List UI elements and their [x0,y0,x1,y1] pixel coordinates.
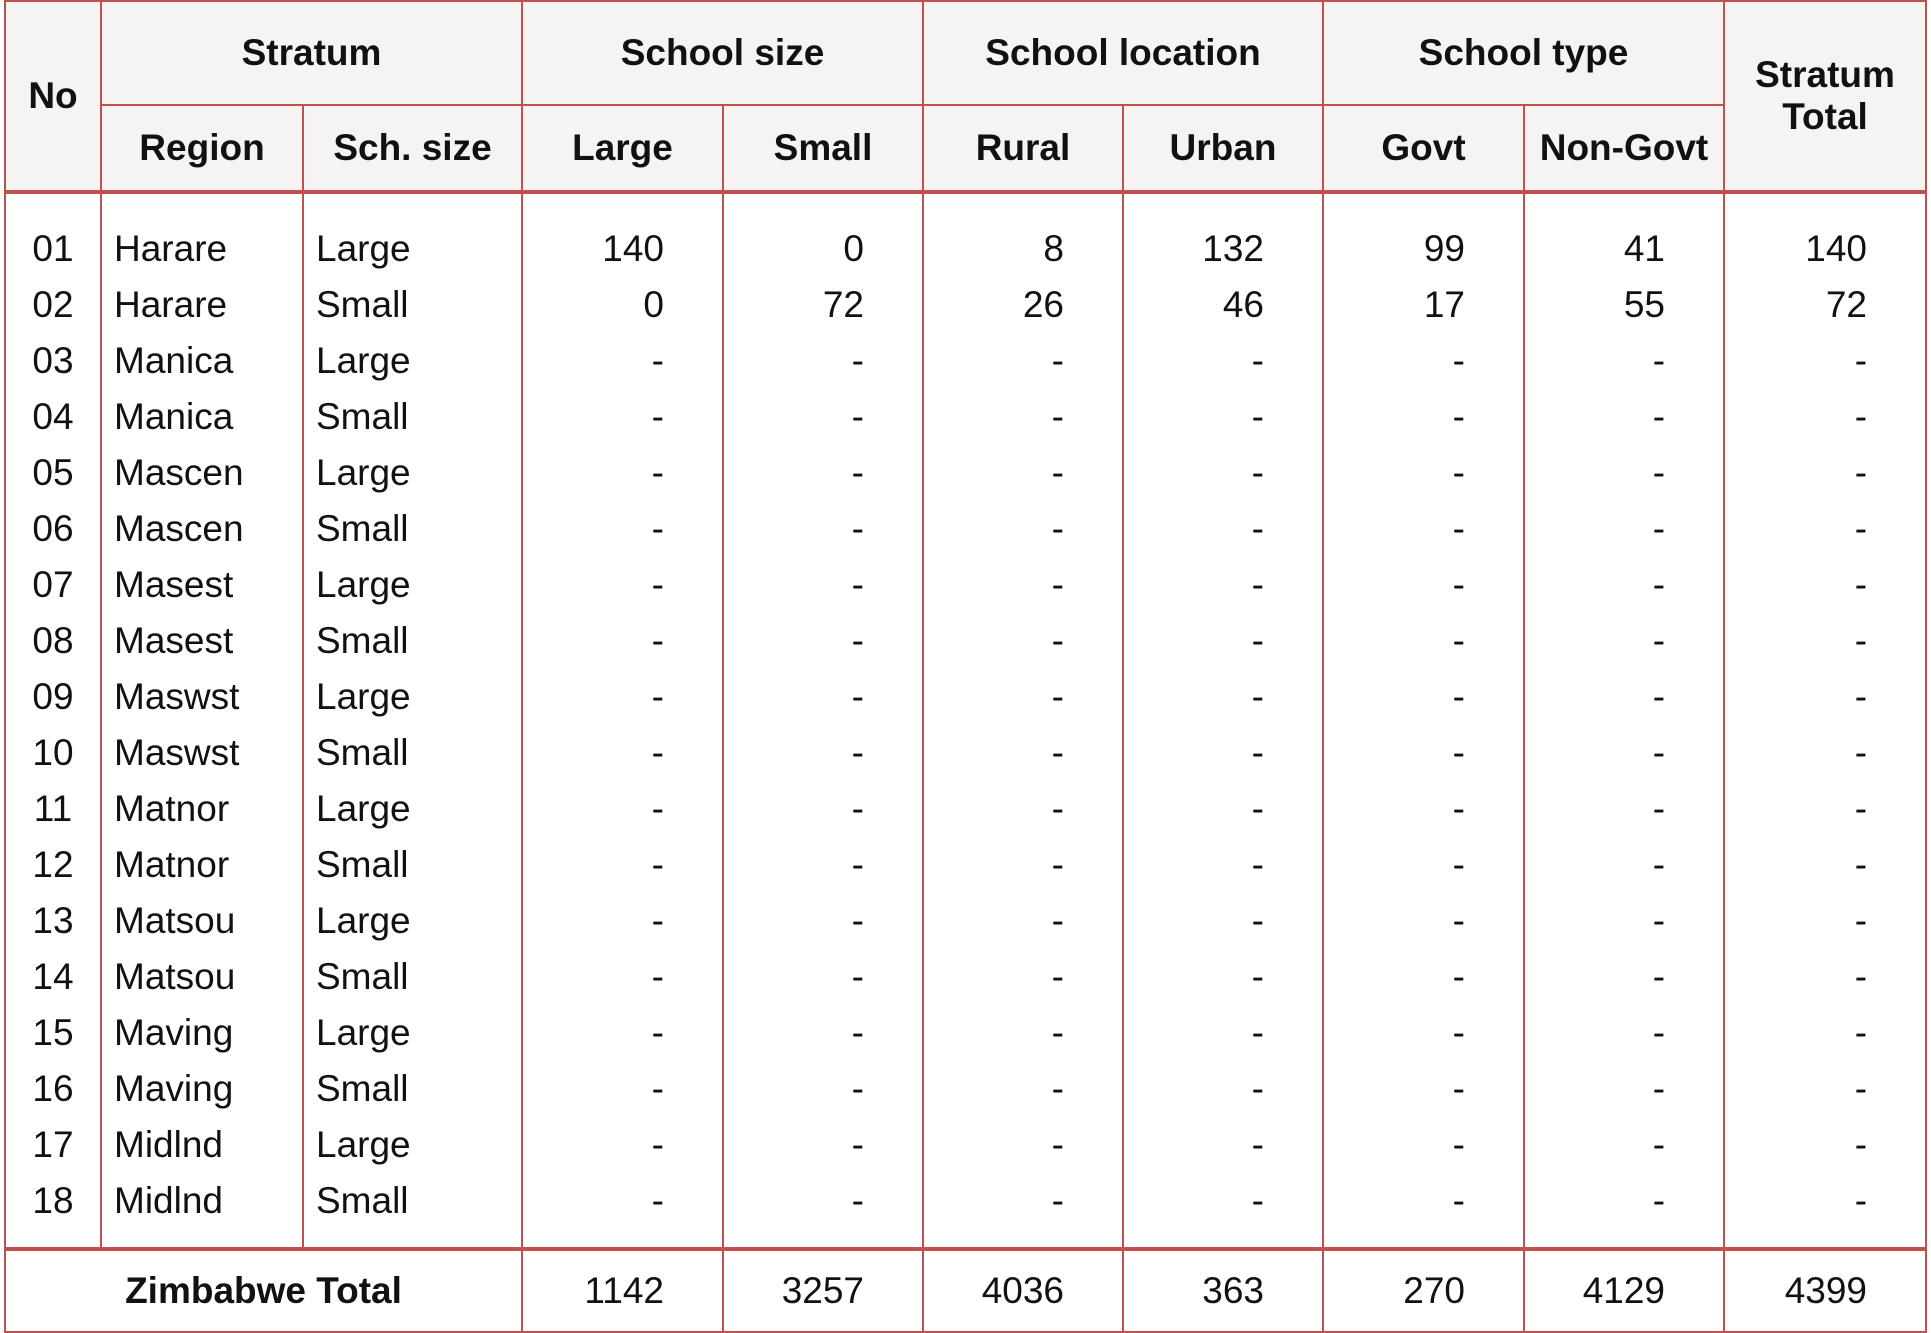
cell-rural: - [923,389,1123,445]
cell-small: 0 [723,192,923,277]
cell-small: - [723,725,923,781]
row-number: 01 [5,192,101,277]
row-size: Small [303,501,522,557]
cell-rural: - [923,669,1123,725]
row-size: Large [303,333,522,389]
cell-small: - [723,389,923,445]
cell-small: - [723,613,923,669]
cell-urban: - [1123,1173,1323,1249]
cell-stratum-total: - [1724,613,1926,669]
row-region: Matnor [101,837,303,893]
row-region: Mascen [101,445,303,501]
cell-stratum-total: - [1724,445,1926,501]
row-size: Small [303,277,522,333]
cell-small: - [723,949,923,1005]
cell-rural: - [923,613,1123,669]
table-row [5,501,1926,557]
cell-govt: - [1323,333,1524,389]
strata-table [4,0,1927,1333]
cell-rural: - [923,501,1123,557]
row-number: 07 [5,557,101,613]
cell-stratum-total: - [1724,1061,1926,1117]
cell-rural: - [923,1061,1123,1117]
row-region: Midlnd [101,1117,303,1173]
cell-stratum-total: - [1724,949,1926,1005]
cell-small: - [723,333,923,389]
cell-small: - [723,1173,923,1249]
table-row [5,445,1926,501]
row-region: Harare [101,192,303,277]
row-region: Manica [101,389,303,445]
row-number: 10 [5,725,101,781]
table-row [5,949,1926,1005]
cell-stratum-total: 72 [1724,277,1926,333]
cell-govt: - [1323,445,1524,501]
cell-large: 140 [522,192,723,277]
table-row [5,837,1926,893]
cell-small: - [723,1061,923,1117]
cell-stratum-total: 140 [1724,192,1926,277]
row-region: Maswst [101,725,303,781]
total-non-govt: 4129 [1524,1249,1724,1332]
cell-govt: - [1323,389,1524,445]
cell-stratum-total: - [1724,893,1926,949]
subheader-region: Region [101,105,303,192]
cell-stratum-total: - [1724,837,1926,893]
cell-urban: - [1123,1061,1323,1117]
total-rural: 4036 [923,1249,1123,1332]
row-size: Large [303,1117,522,1173]
cell-urban: - [1123,837,1323,893]
subheader-large: Large [522,105,723,192]
row-size: Large [303,669,522,725]
row-size: Small [303,613,522,669]
row-number: 12 [5,837,101,893]
table-row [5,1061,1926,1117]
row-size: Small [303,725,522,781]
row-region: Maswst [101,669,303,725]
cell-small: - [723,893,923,949]
row-region: Mascen [101,501,303,557]
cell-non-govt: - [1524,1173,1724,1249]
row-size: Large [303,192,522,277]
header-school-location: School location [923,1,1323,105]
cell-non-govt: - [1524,837,1724,893]
cell-small: - [723,501,923,557]
total-small: 3257 [723,1249,923,1332]
cell-urban: 132 [1123,192,1323,277]
row-number: 03 [5,333,101,389]
cell-large: - [522,725,723,781]
total-urban: 363 [1123,1249,1323,1332]
cell-small: - [723,1005,923,1061]
cell-urban: - [1123,725,1323,781]
row-size: Small [303,389,522,445]
row-region: Midlnd [101,1173,303,1249]
cell-govt: 17 [1323,277,1524,333]
table-row [5,781,1926,837]
cell-non-govt: - [1524,893,1724,949]
cell-govt: - [1323,837,1524,893]
cell-rural: - [923,1005,1123,1061]
cell-non-govt: - [1524,501,1724,557]
cell-urban: - [1123,557,1323,613]
table-row [5,669,1926,725]
header-stratum-total: Stratum Total [1724,1,1926,192]
cell-large: - [522,501,723,557]
row-number: 09 [5,669,101,725]
cell-non-govt: - [1524,781,1724,837]
table-row [5,1005,1926,1061]
cell-urban: - [1123,501,1323,557]
row-number: 16 [5,1061,101,1117]
cell-large: - [522,1173,723,1249]
cell-small: - [723,1117,923,1173]
cell-stratum-total: - [1724,669,1926,725]
row-region: Matsou [101,949,303,1005]
row-size: Large [303,445,522,501]
row-number: 11 [5,781,101,837]
cell-small: - [723,837,923,893]
cell-stratum-total: - [1724,781,1926,837]
row-size: Small [303,949,522,1005]
cell-stratum-total: - [1724,389,1926,445]
cell-govt: - [1323,1173,1524,1249]
table-row [5,1173,1926,1249]
row-number: 17 [5,1117,101,1173]
cell-stratum-total: - [1724,1005,1926,1061]
subheader-sch-size: Sch. size [303,105,522,192]
cell-non-govt: - [1524,557,1724,613]
cell-non-govt: - [1524,613,1724,669]
cell-rural: - [923,1117,1123,1173]
row-region: Masest [101,613,303,669]
cell-rural: - [923,893,1123,949]
cell-large: - [522,893,723,949]
cell-large: - [522,389,723,445]
cell-large: - [522,333,723,389]
cell-non-govt: - [1524,389,1724,445]
cell-govt: - [1323,669,1524,725]
cell-govt: - [1323,1117,1524,1173]
row-region: Matsou [101,893,303,949]
cell-urban: - [1123,893,1323,949]
cell-non-govt: - [1524,1005,1724,1061]
table-row [5,557,1926,613]
row-size: Large [303,1005,522,1061]
header-school-type: School type [1323,1,1724,105]
cell-stratum-total: - [1724,501,1926,557]
cell-stratum-total: - [1724,725,1926,781]
subheader-rural: Rural [923,105,1123,192]
row-region: Maving [101,1005,303,1061]
row-number: 02 [5,277,101,333]
cell-govt: 99 [1323,192,1524,277]
total-govt: 270 [1323,1249,1524,1332]
header-stratum: Stratum [101,1,522,105]
cell-large: - [522,949,723,1005]
cell-non-govt: - [1524,1061,1724,1117]
row-region: Maving [101,1061,303,1117]
row-number: 13 [5,893,101,949]
cell-large: - [522,557,723,613]
cell-govt: - [1323,501,1524,557]
row-size: Small [303,837,522,893]
total-large: 1142 [522,1249,723,1332]
cell-rural: - [923,445,1123,501]
cell-non-govt: 41 [1524,192,1724,277]
cell-rural: - [923,1173,1123,1249]
cell-urban: - [1123,1117,1323,1173]
cell-large: 0 [522,277,723,333]
header-no: No [5,1,101,192]
table-row [5,893,1926,949]
cell-small: - [723,557,923,613]
row-number: 08 [5,613,101,669]
cell-urban: - [1123,949,1323,1005]
cell-rural: - [923,333,1123,389]
cell-govt: - [1323,1061,1524,1117]
cell-large: - [522,669,723,725]
cell-non-govt: - [1524,445,1724,501]
cell-rural: - [923,949,1123,1005]
cell-stratum-total: - [1724,1173,1926,1249]
cell-large: - [522,1117,723,1173]
cell-non-govt: - [1524,333,1724,389]
cell-govt: - [1323,781,1524,837]
row-region: Manica [101,333,303,389]
cell-rural: 26 [923,277,1123,333]
cell-rural: - [923,725,1123,781]
row-size: Small [303,1173,522,1249]
row-number: 05 [5,445,101,501]
header-school-size: School size [522,1,923,105]
row-size: Large [303,893,522,949]
cell-urban: - [1123,613,1323,669]
cell-large: - [522,1061,723,1117]
cell-rural: 8 [923,192,1123,277]
cell-large: - [522,837,723,893]
cell-urban: - [1123,389,1323,445]
row-size: Large [303,557,522,613]
cell-urban: - [1123,781,1323,837]
subheader-small: Small [723,105,923,192]
cell-rural: - [923,781,1123,837]
cell-large: - [522,781,723,837]
row-size: Large [303,781,522,837]
cell-govt: - [1323,1005,1524,1061]
cell-non-govt: - [1524,725,1724,781]
row-number: 18 [5,1173,101,1249]
cell-small: 72 [723,277,923,333]
row-number: 04 [5,389,101,445]
cell-small: - [723,445,923,501]
table-row [5,192,1926,277]
table-row [5,333,1926,389]
table-row [5,1117,1926,1173]
cell-non-govt: - [1524,949,1724,1005]
cell-small: - [723,781,923,837]
row-number: 14 [5,949,101,1005]
cell-small: - [723,669,923,725]
cell-urban: - [1123,333,1323,389]
cell-govt: - [1323,949,1524,1005]
cell-stratum-total: - [1724,333,1926,389]
row-size: Small [303,1061,522,1117]
cell-govt: - [1323,613,1524,669]
cell-urban: - [1123,445,1323,501]
cell-govt: - [1323,725,1524,781]
cell-stratum-total: - [1724,557,1926,613]
cell-rural: - [923,837,1123,893]
total-stratum-total: 4399 [1724,1249,1926,1332]
table-row [5,613,1926,669]
cell-govt: - [1323,893,1524,949]
cell-large: - [522,445,723,501]
cell-urban: 46 [1123,277,1323,333]
subheader-non-govt: Non-Govt [1524,105,1724,192]
cell-urban: - [1123,669,1323,725]
cell-govt: - [1323,557,1524,613]
cell-urban: - [1123,1005,1323,1061]
cell-non-govt: - [1524,1117,1724,1173]
subheader-govt: Govt [1323,105,1524,192]
cell-large: - [522,613,723,669]
cell-non-govt: 55 [1524,277,1724,333]
table-row [5,277,1926,333]
table-row [5,389,1926,445]
row-region: Matnor [101,781,303,837]
cell-stratum-total: - [1724,1117,1926,1173]
row-number: 15 [5,1005,101,1061]
row-number: 06 [5,501,101,557]
subheader-urban: Urban [1123,105,1323,192]
cell-rural: - [923,557,1123,613]
total-label: Zimbabwe Total [5,1249,522,1332]
row-region: Masest [101,557,303,613]
table-row [5,725,1926,781]
cell-non-govt: - [1524,669,1724,725]
cell-large: - [522,1005,723,1061]
row-region: Harare [101,277,303,333]
